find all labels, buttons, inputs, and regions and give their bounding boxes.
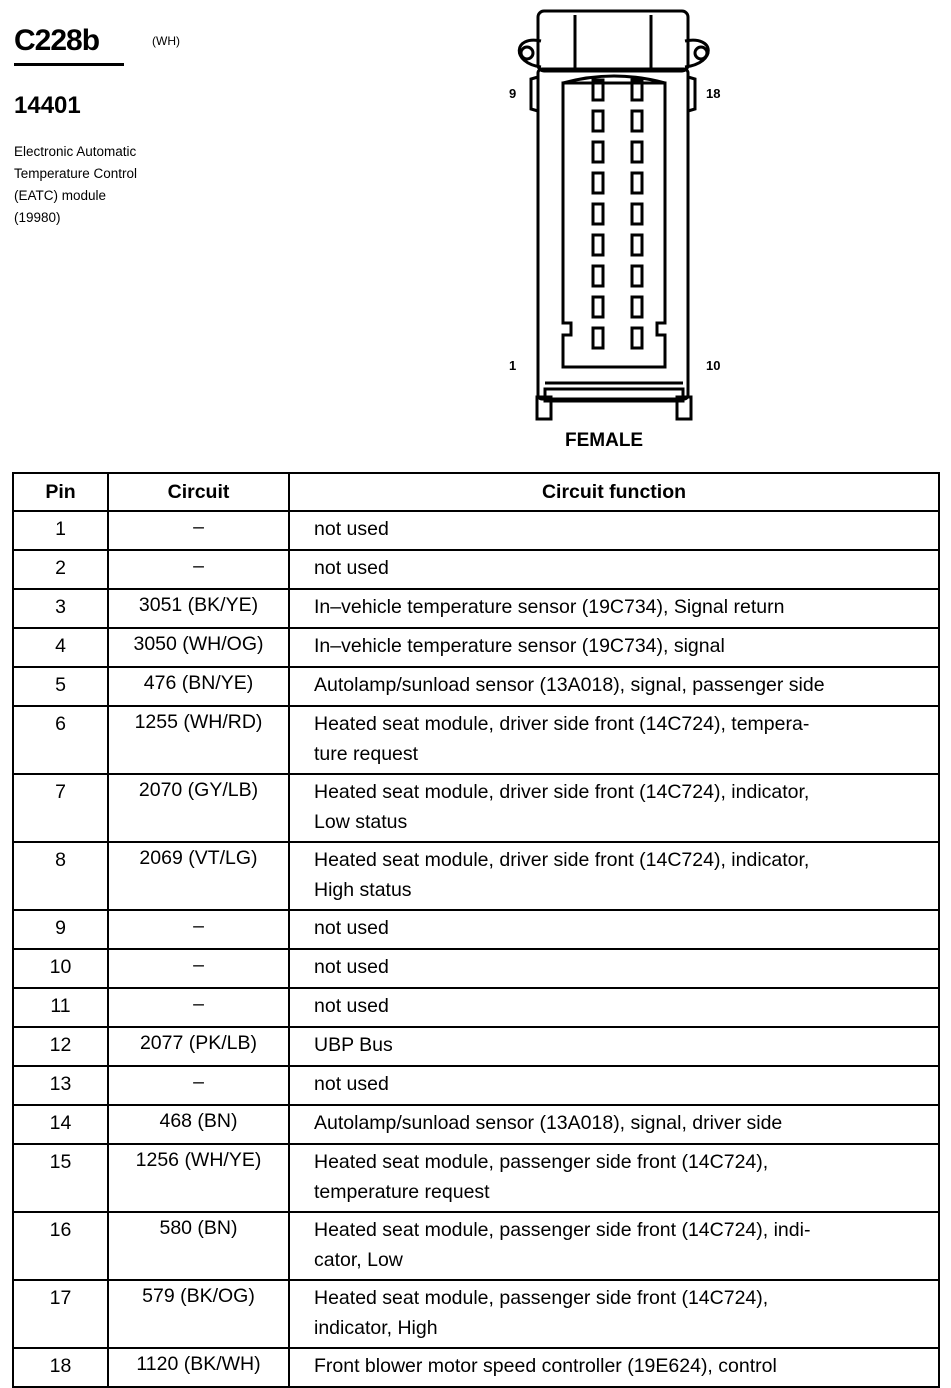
terminal-slot [632,235,642,255]
module-description [14,141,214,229]
table-row [13,706,939,774]
table-row [13,1280,939,1348]
circuit-function [289,511,939,550]
circuit-function [289,949,939,988]
circuit-function-line: ture request [314,743,419,765]
pin-label-18: 18 [706,86,721,101]
circuit-function-line: In–vehicle temperature sensor (19C734), signal [314,635,725,657]
circuit-function [289,706,939,774]
circuit-function-line: Heated seat module, passenger side front (14C724), [314,1287,769,1309]
connector-gender-label: FEMALE [565,430,644,451]
circuit-function-line: indicator, High [314,1317,438,1339]
pin-number: 11 [13,988,108,1027]
terminal-grid [593,80,642,348]
circuit-id: – [108,949,289,988]
pin-number: 3 [13,589,108,628]
circuit-function-line: not used [314,995,389,1017]
table-row [13,511,939,550]
table-row [13,1144,939,1212]
connector-color: (WH) [152,34,180,48]
pin-number: 14 [13,1105,108,1144]
terminal-slot [593,235,603,255]
circuit-id: 1120 (BK/WH) [108,1348,289,1387]
circuit-id: 2077 (PK/LB) [108,1027,289,1066]
circuit-id: 1256 (WH/YE) [108,1144,289,1212]
header-circuit-function: Circuit function [289,473,939,511]
table-row [13,628,939,667]
circuit-function-line: In–vehicle temperature sensor (19C734), Signal return [314,596,785,618]
circuit-function-line: not used [314,917,389,939]
terminal-slot [593,142,603,162]
pinout-table [12,472,940,1388]
circuit-function-line: temperature request [314,1181,490,1203]
terminal-slot [593,173,603,193]
terminal-slot [632,173,642,193]
terminal-slot [632,204,642,224]
table-row [13,1066,939,1105]
circuit-function [289,1105,939,1144]
circuit-function-line: UBP Bus [314,1034,393,1056]
pin-number: 10 [13,949,108,988]
table-row [13,910,939,949]
circuit-function-line: Heated seat module, driver side front (14C724), indicator, [314,849,810,871]
circuit-function [289,1144,939,1212]
connector-ear-right-hole [695,47,707,59]
pin-number: 2 [13,550,108,589]
circuit-id: 3050 (WH/OG) [108,628,289,667]
connector-inner-cavity [563,83,665,367]
terminal-slot [632,297,642,317]
circuit-function-line: Heated seat module, driver side front (14C724), tempera- [314,713,810,735]
terminal-slot [593,111,603,131]
circuit-function-line: not used [314,518,389,540]
description-line: (19980) [14,210,61,225]
table-row [13,949,939,988]
pin-number: 15 [13,1144,108,1212]
terminal-slot [593,297,603,317]
connector-ear-left-hole [521,47,533,59]
pin-label-10: 10 [706,358,721,373]
terminal-slot [632,142,642,162]
circuit-id: 468 (BN) [108,1105,289,1144]
pin-number: 9 [13,910,108,949]
pin-label-9: 9 [509,86,517,101]
circuit-id: – [108,988,289,1027]
circuit-function [289,1212,939,1280]
table-row [13,550,939,589]
circuit-function-line: Autolamp/sunload sensor (13A018), signal, driver side [314,1112,783,1134]
terminal-slot [593,328,603,348]
circuit-function [289,1280,939,1348]
circuit-function-line: cator, Low [314,1249,403,1271]
table-header-row [13,473,939,511]
terminal-slot [632,328,642,348]
description-line: (EATC) module [14,188,107,203]
pin-number: 5 [13,667,108,706]
circuit-function-line: High status [314,879,412,901]
circuit-function [289,1066,939,1105]
header-pin: Pin [13,473,108,511]
table-row [13,774,939,842]
circuit-id: 580 (BN) [108,1212,289,1280]
description-line: Electronic Automatic [14,144,137,159]
terminal-slot [593,204,603,224]
pin-number: 1 [13,511,108,550]
table-row [13,1348,939,1387]
circuit-function [289,842,939,910]
circuit-id: 476 (BN/YE) [108,667,289,706]
table-row [13,988,939,1027]
circuit-function-line: Autolamp/sunload sensor (13A018), signal, passenger side [314,674,825,696]
terminal-slot [593,266,603,286]
circuit-function-line: Heated seat module, passenger side front (14C724), indi- [314,1219,811,1241]
circuit-function [289,667,939,706]
pin-number: 12 [13,1027,108,1066]
circuit-function [289,589,939,628]
pin-number: 16 [13,1212,108,1280]
pin-number: 7 [13,774,108,842]
circuit-function-line: Heated seat module, driver side front (14C724), indicator, [314,781,810,803]
pin-number: 17 [13,1280,108,1348]
circuit-function-line: Heated seat module, passenger side front (14C724), [314,1151,769,1173]
circuit-function-line: not used [314,1073,389,1095]
circuit-id: – [108,910,289,949]
part-number: 14401 [14,92,81,119]
pin-number: 18 [13,1348,108,1387]
circuit-id: – [108,1066,289,1105]
table-row [13,842,939,910]
circuit-function-line: not used [314,956,389,978]
table-row [13,1105,939,1144]
circuit-function [289,1027,939,1066]
circuit-function [289,910,939,949]
circuit-id: – [108,511,289,550]
circuit-function-line: not used [314,557,389,579]
circuit-id: – [108,550,289,589]
header-circuit: Circuit [108,473,289,511]
terminal-slot [632,111,642,131]
connector-id-underline [14,63,124,66]
circuit-id: 2069 (VT/LG) [108,842,289,910]
table-row [13,1027,939,1066]
circuit-id: 2070 (GY/LB) [108,774,289,842]
circuit-function [289,774,939,842]
table-row [13,589,939,628]
circuit-function [289,550,939,589]
circuit-function-line: Low status [314,811,408,833]
pin-number: 8 [13,842,108,910]
pin-number: 13 [13,1066,108,1105]
connector-latch [538,11,688,71]
circuit-id: 3051 (BK/YE) [108,589,289,628]
connector-id: C228b [14,24,100,57]
pin-number: 6 [13,706,108,774]
connector-latch-slot [575,15,651,69]
circuit-function-line: Front blower motor speed controller (19E624), control [314,1355,777,1377]
connector-face-diagram [505,5,735,425]
pin-number: 4 [13,628,108,667]
circuit-id: 579 (BK/OG) [108,1280,289,1348]
pin-label-1: 1 [509,358,517,373]
terminal-slot [632,266,642,286]
table-row [13,1212,939,1280]
circuit-function [289,988,939,1027]
description-line: Temperature Control [14,166,138,181]
pinout-table-body [13,511,939,1387]
circuit-function [289,1348,939,1387]
table-row [13,667,939,706]
circuit-function [289,628,939,667]
circuit-id: 1255 (WH/RD) [108,706,289,774]
